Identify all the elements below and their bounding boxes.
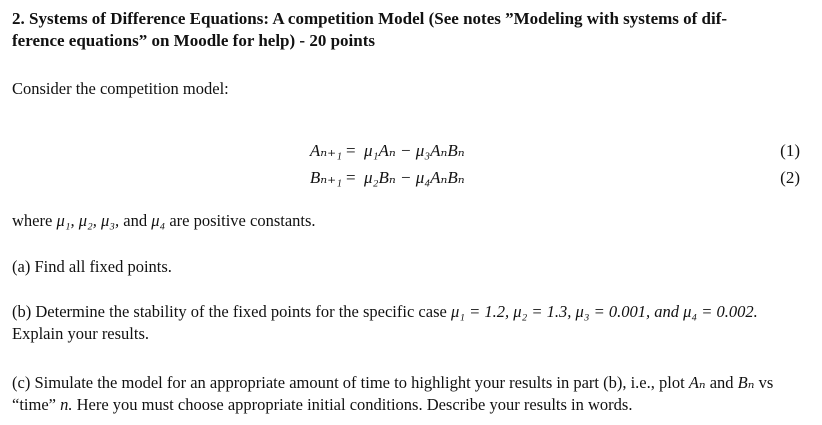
equation-1-rhs: μ₁Aₙ − μ₃AₙBₙ: [364, 141, 465, 160]
part-c-and: and: [709, 373, 734, 392]
problem-page: [12, 8, 812, 414]
part-c-vs-time: vs “time”: [12, 373, 774, 414]
equation-2-equals: =: [346, 168, 356, 187]
equation-2-number: (2): [780, 168, 800, 187]
where-prefix: where: [12, 211, 53, 230]
intro-text: Consider the competition model:: [12, 79, 229, 98]
part-b-values: μ₁ = 1.2, μ₂ = 1.3, μ₃ = 0.001, and μ₄ = 0.002.: [450, 302, 758, 321]
part-c-text: [12, 372, 802, 416]
equation-1-number: (1): [780, 141, 800, 160]
where-text: [12, 210, 316, 232]
equation-2-lhs: Bₙ₊₁: [309, 168, 342, 187]
part-c-tail: Here you must choose appropriate initial conditions. Describe your results in words.: [76, 395, 633, 414]
part-b-tail: Explain your results.: [12, 324, 150, 343]
part-b-text: [12, 301, 802, 345]
equation-1: [12, 141, 812, 165]
equation-1-lhs: Aₙ₊₁: [309, 141, 342, 160]
equation-block: [12, 141, 812, 201]
equation-2-rhs: μ₂Bₙ − μ₄AₙBₙ: [364, 168, 465, 187]
part-a-text: (a) Find all fixed points.: [12, 257, 172, 276]
heading-line-2: ference equations” on Moodle for help) - 20 points: [12, 31, 375, 50]
part-c-intro: (c) Simulate the model for an appropriate amount of time to highlight your results in part (b), i.e., plot: [12, 373, 685, 392]
heading-line-1: 2. Systems of Difference Equations: A competition Model (See notes ”Modeling with systems of dif-: [12, 9, 728, 28]
part-c-var-b: Bₙ: [737, 373, 755, 392]
where-and: and: [123, 211, 148, 230]
part-b-intro: (b) Determine the stability of the fixed points for the specific case: [12, 302, 447, 321]
equation-1-equals: =: [346, 141, 356, 160]
where-params: μ₁, μ₂, μ₃,: [56, 211, 120, 230]
where-suffix: are positive constants.: [169, 211, 316, 230]
part-c-var-n: n.: [60, 395, 73, 414]
where-last-param: μ₄: [151, 211, 166, 230]
part-c-var-a: Aₙ: [688, 373, 706, 392]
problem-heading: [12, 8, 812, 52]
equation-2: [12, 168, 812, 192]
